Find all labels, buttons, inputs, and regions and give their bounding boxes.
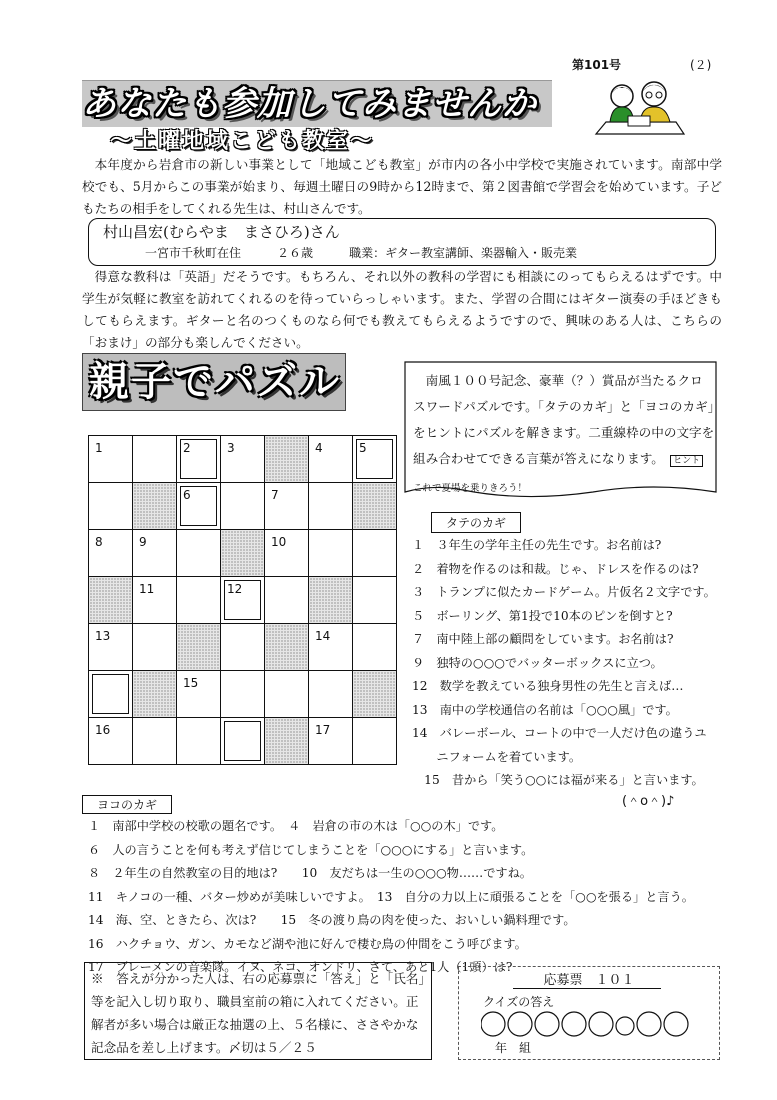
yoko-clue: ６ 人の言うことを何も考えず信じてしまうことを「○○○にする」と言います。 [88,842,534,857]
grid-cell-shaded [177,624,221,671]
grid-cell[interactable] [265,671,309,718]
issue-number: 第101号 [572,58,622,72]
grid-cell[interactable] [221,671,265,718]
profile-address: 一宮市千秋町在住 [145,246,242,260]
intro-paragraph [82,154,722,220]
clue-number: 5 [359,441,367,455]
tate-clue: ５ ボーリング、第1投で10本のピンを倒すと? [412,608,673,623]
grid-row [89,671,397,718]
grid-cell-shaded [309,577,353,624]
grid-row [89,577,397,624]
grid-cell[interactable] [133,624,177,671]
clue-number: 6 [183,488,191,502]
class-label: 年 組 [495,1041,532,1055]
grid-cell[interactable] [309,718,353,765]
yoko-clue: 11 キノコの一種、バター炒めが美味しいですよ。 13 自分の力以上に頑張ることを「○○を張る」と言う。 [88,889,694,904]
entry-title-underline [513,988,661,989]
grid-cell[interactable] [309,436,353,483]
grid-cell-shaded [133,483,177,530]
yoko-clue: 14 海、空、ときたら、次は? 15 冬の渡り鳥の肉を使った、おいしい鍋料理です。 [88,913,576,927]
grid-cell[interactable] [221,718,265,765]
tate-clue: ７ 南中陸上部の顧問をしています。お名前は? [412,632,674,646]
tate-clues-label: タテのカギ [431,512,521,533]
clue-number: 11 [139,582,155,596]
grid-cell-shaded [353,671,397,718]
tate-clues-list [412,534,732,793]
profile-box [88,218,716,266]
grid-cell[interactable] [177,483,221,530]
quiz-answer-label: クイズの答え [483,995,555,1009]
grid-cell[interactable] [89,483,133,530]
grid-cell[interactable] [221,624,265,671]
puzzle-intro [413,368,715,502]
body-text: 得意な教科は「英語」だそうです。もちろん、それ以外の教科の学習にも相談にのってもらえるはずです。中学生が気軽に教室を訪れてくれるのを待っていらっしゃいます。また、学習の合間にはギター演奏の手ほどきもしてもらえます。ギターと名のつくものなら何でも教えてもらえるようですので、興味のある人は、こちらの「おまけ」の部分も楽しんでください。 [82,269,722,350]
clue-number: 7 [271,488,279,502]
grid-cell[interactable] [89,671,133,718]
profile-job: 職業：ギター教室講師、楽器輸入・販売業 [349,246,577,260]
grid-cell[interactable] [177,718,221,765]
puzzle-title-banner [82,353,346,411]
puzzle-intro-text: 南風１００号記念、豪華（？）賞品が当たるクロスワードパズルです。「タテのカギ」と「ヨコのカギ」をヒントにパズルを解きます。二重線枠の中の文字を組み合わせてできる言葉が答えになります。 [413,373,715,466]
tate-clue: 14 バレーボール、コートの中で一人だけ色の違うユ [412,726,707,740]
body-paragraph [82,266,722,354]
grid-row [89,530,397,577]
grid-cell[interactable] [177,671,221,718]
tate-clue: 13 南中の学校通信の名前は「○○○風」です。 [412,702,678,717]
grid-cell-shaded [265,718,309,765]
grid-cell[interactable] [133,577,177,624]
grid-row [89,483,397,530]
hint-label: ヒント [670,455,703,467]
grid-cell[interactable] [353,624,397,671]
clue-number: 9 [139,535,147,549]
grid-cell[interactable] [265,577,309,624]
yoko-clue: 16 ハクチョウ、ガン、カモなど湖や池に好んで棲む鳥の仲間をこう呼びます。 [88,936,527,951]
grid-cell[interactable] [309,483,353,530]
grid-row [89,718,397,765]
yoko-clues-label: ヨコのカギ [82,795,172,814]
grid-cell[interactable] [265,483,309,530]
answer-circles[interactable] [481,1009,701,1043]
clue-number: 17 [315,723,331,737]
grid-cell[interactable] [353,436,397,483]
clue-number: 3 [227,441,235,455]
grid-cell[interactable] [89,436,133,483]
clue-number: 2 [183,441,191,455]
profile-name: 村山昌宏(むらやま まさひろ)さん [103,223,340,241]
grid-cell[interactable] [133,530,177,577]
grid-cell[interactable] [221,436,265,483]
clue-number: 4 [315,441,323,455]
grid-cell[interactable] [265,530,309,577]
grid-cell[interactable] [133,436,177,483]
clue-number: 13 [95,629,111,643]
clue-number: 10 [271,535,287,549]
clue-number: 15 [183,676,199,690]
yoko-clue: 17 ブレーメンの音楽隊。イヌ、ネコ、オンドリ、さて、あと1人（1頭）は? [88,960,513,974]
clue-number: 14 [315,629,331,643]
tate-clue: ３ トランプに似たカードゲーム。片仮名２文字です。 [412,585,716,599]
grid-cell[interactable] [89,530,133,577]
page-number: (２) [690,58,712,72]
reading-people-illustration [592,76,688,140]
grid-cell[interactable] [89,624,133,671]
grid-cell[interactable] [353,577,397,624]
headline-banner [82,80,552,127]
grid-cell[interactable] [309,624,353,671]
puzzle-title: 親子でパズル [89,359,341,405]
tate-clue: 12 数学を教えている独身男性の先生と言えば… [412,679,684,693]
grid-cell[interactable] [309,530,353,577]
grid-cell[interactable] [353,718,397,765]
clue-number: 8 [95,535,103,549]
clue-number: 1 [95,441,103,455]
puzzle-intro-callout [403,360,718,500]
clue-number: 12 [227,582,243,596]
yoko-clue: １ 南部中学校の校歌の題名です。 ４ 岩倉の市の木は「○○の木」です。 [88,819,504,833]
entry-notice-box [84,962,432,1060]
profile-age: ２６歳 [277,246,314,260]
grid-cell[interactable] [133,718,177,765]
tate-clue: 15 昔から「笑う○○には福が来る」と言います。 [412,773,704,787]
grid-cell-shaded [265,624,309,671]
entry-form[interactable] [458,966,720,1060]
entry-form-title: 応募票 １０１ [543,973,635,988]
headline-text: あなたも参加してみませんか [82,84,537,124]
tate-clue: ９ 独特の○○○でバッターボックスに立つ。 [412,655,663,670]
clue-number: 16 [95,723,111,737]
grid-cell[interactable] [353,530,397,577]
tate-clue: １ ３年生の学年主任の先生です。お名前は? [412,538,662,552]
grid-cell[interactable] [177,530,221,577]
grid-cell[interactable] [177,577,221,624]
grid-cell-shaded [353,483,397,530]
entry-notice-text: ※ 答えが分かった人は、右の応募票に「答え」と「氏名」等を記入し切り取り、職員室前の箱に入れてください。正解者が多い場合は厳正な抽選の上、５名様に、ささやかな記念品を差し上げます。〆切は５／２５ [91,971,425,1055]
grid-cell[interactable] [221,483,265,530]
tate-clue: ニフォームを着ています。 [412,749,582,764]
grid-cell[interactable] [309,671,353,718]
grid-cell[interactable] [177,436,221,483]
yoko-clue: ８ ２年生の自然教室の目的地は? 10 友だちは一生の○○○物……ですね。 [88,866,532,880]
yoko-clues-list [88,815,738,980]
subheadline: ～土曜地域こども教室～ [110,129,375,154]
intro-text: 本年度から岩倉市の新しい事業として「地域こども教室」が市内の各小中学校で実施されています。南部中学校でも、5月からこの事業が始まり、毎週土曜日の9時から12時まで、第２図書館で学習会を始めています。子どもたちの相手をしてくれる先生は、村山さんです。 [82,157,722,216]
hint-text: これで夏場を乗りきろう！ [413,483,528,494]
grid-cell-shaded [221,530,265,577]
grid-row [89,624,397,671]
grid-row [89,436,397,483]
smiley-emoticon: (＾o＾)♪ [622,794,675,809]
grid-cell-shaded [265,436,309,483]
grid-cell[interactable] [89,718,133,765]
grid-cell[interactable] [221,577,265,624]
crossword-grid [88,435,397,765]
grid-cell-shaded [89,577,133,624]
grid-cell-shaded [133,671,177,718]
tate-clue: ２ 着物を作るのは和裁。じゃ、ドレスを作るのは? [412,561,699,576]
profile-detail [145,244,577,261]
